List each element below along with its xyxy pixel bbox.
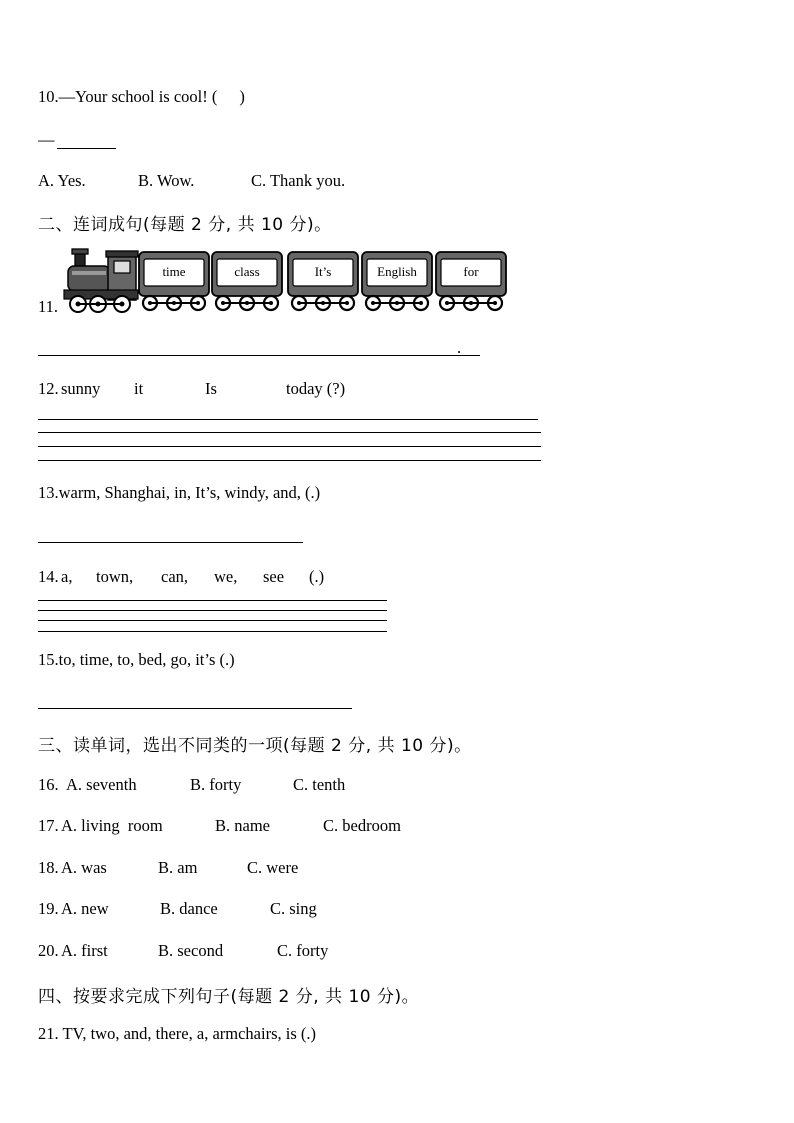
q15-answer-line[interactable] [38,708,352,709]
q21-words: 21. TV, two, and, there, a, armchairs, is (.) [38,1024,316,1043]
q14-writing-line-3[interactable] [38,620,387,621]
q18-option-a[interactable]: A. was [61,858,107,877]
q14-word-1: a, [61,567,73,586]
q14-word-6: (.) [309,567,325,586]
q14-word-5: see [263,567,285,586]
section-4-title: 四、按要求完成下列句子(每题 2 分, 共 10 分)。 [38,987,420,1007]
train-car-4 [362,252,432,310]
q10-response-line[interactable] [57,148,116,149]
q14-word-2: town, [96,567,134,586]
q19-option-a[interactable]: A. new [61,899,109,918]
train-illustration [62,246,512,314]
q19-number: 19. [38,899,59,918]
q17-option-c[interactable]: C. bedroom [323,816,401,835]
q17-option-b[interactable]: B. name [215,816,270,835]
train-car-1 [139,252,209,310]
q20-number: 20. [38,941,59,960]
q10-prompt: 10.—Your school is cool! ( ) [38,87,245,106]
q12-word-1: sunny [61,379,101,398]
q12-number: 12. [38,379,59,398]
q18-option-c[interactable]: C. were [247,858,299,877]
q18-option-b[interactable]: B. am [158,858,198,877]
q14-word-4: we, [214,567,238,586]
q14-writing-line-1[interactable] [38,600,387,601]
q19-option-b[interactable]: B. dance [160,899,218,918]
q16-option-b[interactable]: B. forty [190,775,242,794]
q14-number: 14. [38,567,59,586]
q20-option-c[interactable]: C. forty [277,941,329,960]
q14-word-3: can, [161,567,189,586]
q13-answer-line[interactable] [38,542,303,543]
car-word-1: time [162,264,186,279]
q17-number: 17. [38,816,59,835]
car-word-2: class [234,264,260,279]
q16-option-c[interactable]: C. tenth [293,775,346,794]
q12-writing-line-2[interactable] [38,432,541,433]
q10-response-dash: — [38,130,55,149]
q16-number: 16. [38,775,59,794]
q11-end-dot: . [457,338,462,357]
q10-option-c[interactable]: C. Thank you. [251,171,346,190]
q14-writing-line-4[interactable] [38,631,387,632]
q12-word-2: it [134,379,144,398]
car-word-3: It’s [314,264,332,279]
q11-number: 11. [38,297,59,316]
car-word-5: for [463,264,479,279]
q10-option-b[interactable]: B. Wow. [138,171,195,190]
q12-writing-line-1[interactable] [38,419,538,420]
q20-option-b[interactable]: B. second [158,941,224,960]
q16-option-a[interactable]: A. seventh [66,775,137,794]
q18-number: 18. [38,858,59,877]
train-car-2 [212,252,282,310]
locomotive-icon [64,249,138,312]
q12-word-3: Is [205,379,217,398]
q12-writing-line-4[interactable] [38,460,541,461]
train-car-3 [288,252,358,310]
q12-writing-line-3[interactable] [38,446,541,447]
section-3-title: 三、读单词，选出不同类的一项(每题 2 分, 共 10 分)。 [38,736,472,756]
car-word-4: English [377,264,417,279]
section-2-title: 二、连词成句(每题 2 分, 共 10 分)。 [38,215,332,235]
train-car-5 [436,252,506,310]
q19-option-c[interactable]: C. sing [270,899,317,918]
q20-option-a[interactable]: A. first [61,941,108,960]
q12-word-4: today (?) [286,379,346,398]
q14-writing-line-2[interactable] [38,610,387,611]
q10-option-a[interactable]: A. Yes. [38,171,86,190]
q17-option-a[interactable]: A. living room [61,816,163,835]
q11-answer-line[interactable] [38,355,480,356]
q15-words: 15.to, time, to, bed, go, it’s (.) [38,650,235,669]
q13-words: 13.warm, Shanghai, in, It’s, windy, and, (.) [38,483,321,502]
